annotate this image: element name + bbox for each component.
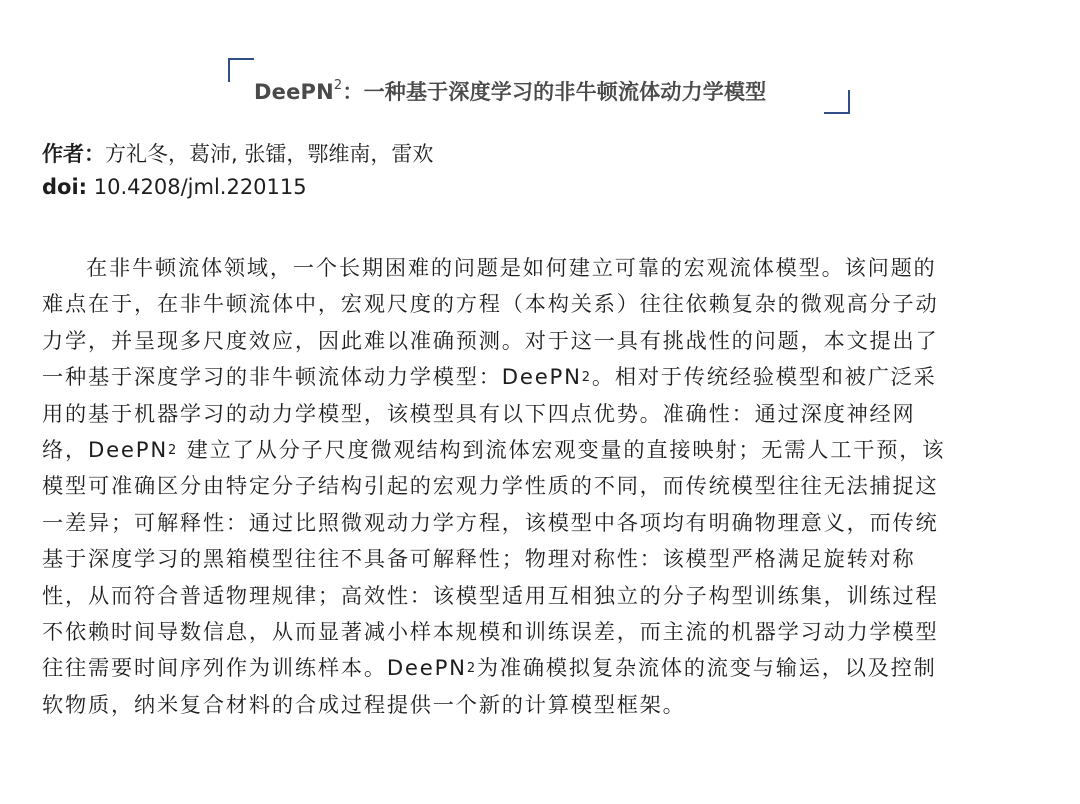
- body-line: [42, 396, 1042, 432]
- body-line: [42, 468, 1042, 504]
- title-bracket-top-left: [228, 58, 254, 82]
- authors-line: [42, 138, 433, 168]
- body-text-segment: 络，DeePN: [42, 436, 168, 462]
- title-superscript: 2: [333, 78, 343, 93]
- title-block: [228, 58, 850, 114]
- title-rest: ：一种基于深度学习的非牛顿流体动力学模型: [342, 80, 767, 104]
- body-text-segment: 为准确模拟复杂流体的流变与输运，以及控制: [476, 655, 937, 681]
- body-text-segment: 性，从而符合普适物理规律；高效性：该模型适用互相独立的分子构型训练集，训练过程: [42, 582, 939, 608]
- body-text-segment: 模型可准确区分由特定分子结构引起的宏观力学性质的不同，而传统模型往往无法捕捉这: [42, 473, 939, 499]
- body-line: [42, 286, 1042, 322]
- article-title: [254, 76, 766, 106]
- doi-label: doi:: [42, 175, 88, 199]
- title-bracket-bottom-right: [824, 90, 850, 114]
- body-line: [42, 614, 1042, 650]
- doi-line: [42, 175, 307, 199]
- body-text-segment: 基于深度学习的黑箱模型往往不具备可解释性；物理对称性：该模型严格满足旋转对称: [42, 546, 916, 572]
- body-line: [42, 541, 1042, 577]
- body-line: [42, 250, 1042, 286]
- abstract-body: [42, 250, 1042, 723]
- body-line: [42, 432, 1042, 468]
- body-line: [42, 359, 1042, 395]
- body-text-segment: 一差异；可解释性：通过比照微观动力学方程，该模型中各项均有明确物理意义，而传统: [42, 509, 939, 535]
- body-line: [42, 323, 1042, 359]
- body-line: [42, 505, 1042, 541]
- body-text-segment: 。相对于传统经验模型和被广泛采: [591, 364, 937, 390]
- body-text-segment: 建立了从分子尺度微观结构到流体宏观变量的直接映射；无需人工干预，该: [178, 436, 946, 462]
- body-text-segment: 难点在于，在非牛顿流体中，宏观尺度的方程（本构关系）往往依赖复杂的微观高分子动: [42, 291, 939, 317]
- superscript: 2: [168, 442, 179, 458]
- body-text-segment: 软物质，纳米复合材料的合成过程提供一个新的计算模型框架。: [42, 691, 686, 717]
- body-text-segment: 在非牛顿流体领域，一个长期困难的问题是如何建立可靠的宏观流体模型。该问题的: [86, 255, 937, 280]
- body-text-segment: 一种基于深度学习的非牛顿流体动力学模型：DeePN: [42, 364, 582, 390]
- superscript: 2: [466, 661, 477, 677]
- body-text-segment: 用的基于机器学习的动力学模型，该模型具有以下四点优势。准确性：通过深度神经网: [42, 400, 916, 426]
- body-line: [42, 650, 1042, 686]
- body-text-segment: 往往需要时间序列作为训练样本。DeePN: [42, 655, 467, 681]
- body-line: [42, 687, 1042, 723]
- doi-value: 10.4208/jml.220115: [87, 175, 307, 199]
- authors-value: 方礼冬，葛沛, 张镭，鄂维南，雷欢: [105, 142, 434, 166]
- body-text-segment: 力学，并呈现多尺度效应，因此难以准确预测。对于这一具有挑战性的问题，本文提出了: [42, 327, 939, 353]
- body-text-segment: 不依赖时间导数信息，从而显著减小样本规模和训练误差，而主流的机器学习动力学模型: [42, 618, 939, 644]
- body-line: [42, 578, 1042, 614]
- superscript: 2: [581, 370, 592, 386]
- title-name: DeePN: [254, 80, 334, 104]
- authors-label: 作者：: [42, 142, 105, 166]
